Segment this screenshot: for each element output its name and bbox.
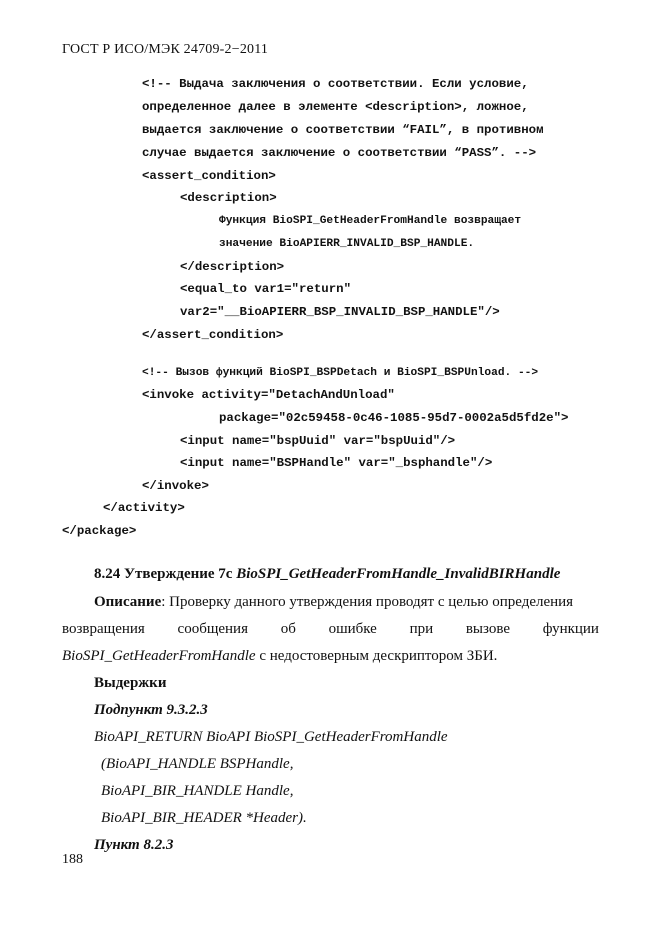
code-line: определенное далее в элементе <description>, ложное, bbox=[142, 100, 529, 114]
code-line: <input name="BSPHandle" var="_bsphandle"/> bbox=[180, 456, 493, 470]
code-line: выдается заключение о соответствии “FAIL”, в противном bbox=[142, 123, 544, 137]
code-line: </assert_condition> bbox=[142, 328, 284, 342]
signature-line: BioAPI_BIR_HEADER *Header). bbox=[101, 810, 307, 826]
code-line: <!-- Вызов функций BioSPI_BSPDetach и BioSPI_BSPUnload. --> bbox=[142, 367, 539, 379]
clause-reference: Пункт 8.2.3 bbox=[94, 837, 174, 853]
description-word: при bbox=[409, 621, 434, 637]
section-name: BioSPI_GetHeaderFromHandle_InvalidBIRHandle bbox=[236, 566, 561, 582]
section-number-title: 8.24 Утверждение 7с bbox=[94, 566, 237, 582]
description-line-2 bbox=[62, 618, 599, 640]
description-text: с недостоверным дескриптором ЗБИ. bbox=[255, 648, 498, 664]
code-line: значение BioAPIERR_INVALID_BSP_HANDLE. bbox=[219, 238, 475, 250]
description-text: : Проверку данного утверждения проводят с целью определения bbox=[161, 594, 574, 610]
code-line: <input name="bspUuid" var="bspUuid"/> bbox=[180, 434, 456, 448]
code-line: </invoke> bbox=[142, 479, 209, 493]
description-word: вызове bbox=[465, 621, 510, 637]
signature-line: BioAPI_BIR_HANDLE Handle, bbox=[101, 783, 294, 799]
section-heading bbox=[94, 563, 560, 585]
code-line: package="02c59458-0c46-1085-95d7-0002a5d5fd2e"> bbox=[219, 411, 569, 425]
code-line: <description> bbox=[180, 191, 277, 205]
code-line: <equal_to var1="return" bbox=[180, 282, 352, 296]
code-line: </description> bbox=[180, 260, 285, 274]
description-line-3 bbox=[62, 645, 497, 667]
description-word: возвращения bbox=[62, 621, 145, 637]
signature-line: (BioAPI_HANDLE BSPHandle, bbox=[101, 756, 294, 772]
signature-line: BioAPI_RETURN BioAPI BioSPI_GetHeaderFromHandle bbox=[94, 729, 448, 745]
description-word: об bbox=[280, 621, 296, 637]
description-label: Описание bbox=[94, 594, 162, 610]
code-line: <!-- Выдача заключения о соответствии. Если условие, bbox=[142, 77, 529, 91]
description-line-1 bbox=[94, 591, 573, 613]
description-word: функции bbox=[542, 621, 599, 637]
function-name: BioSPI_GetHeaderFromHandle bbox=[62, 648, 256, 664]
description-word: сообщения bbox=[177, 621, 248, 637]
code-line: var2="__BioAPIERR_BSP_INVALID_BSP_HANDLE"/> bbox=[180, 305, 500, 319]
excerpts-heading: Выдержки bbox=[94, 675, 167, 691]
document-header: ГОСТ Р ИСО/МЭК 24709-2−2011 bbox=[62, 42, 269, 57]
page-number: 188 bbox=[62, 852, 83, 867]
code-line: </package> bbox=[62, 524, 137, 538]
code-line: Функция BioSPI_GetHeaderFromHandle возвращает bbox=[219, 215, 522, 227]
code-line: <assert_condition> bbox=[142, 169, 276, 183]
subclause-reference: Подпункт 9.3.2.3 bbox=[94, 702, 208, 718]
code-line: случае выдается заключение о соответствии “PASS”. --> bbox=[142, 146, 537, 160]
description-word: ошибке bbox=[328, 621, 377, 637]
code-line: </activity> bbox=[103, 501, 185, 515]
code-line: <invoke activity="DetachAndUnload" bbox=[142, 388, 395, 402]
